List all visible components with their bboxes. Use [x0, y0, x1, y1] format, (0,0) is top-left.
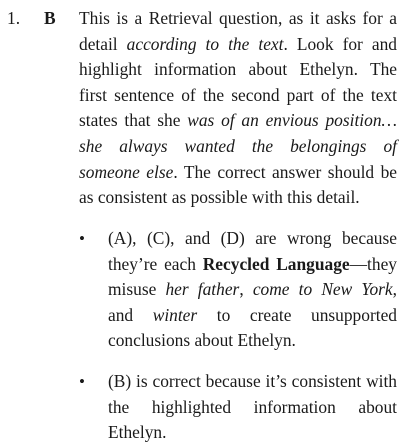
bullet-emphasis: come to New York — [252, 279, 393, 300]
explanation-quote: was of an envious position…she always wanted the belongings of someone else — [79, 110, 397, 182]
bullet-text-part: , — [239, 279, 253, 300]
explanation-text-3: . The correct answer should be as consistent as possible with this detail. — [79, 161, 397, 208]
bullet-icon: • — [79, 372, 85, 391]
bullet-text — [108, 369, 397, 446]
bullet-text-part: (B) is correct because it’s consistent with the highlighted information about Ethelyn. — [108, 371, 397, 443]
bullet-icon: • — [79, 229, 85, 248]
bullet-text-part: —they misuse — [108, 253, 397, 300]
bullet-emphasis: her father — [165, 279, 240, 300]
bullet-strong-term: Recycled Language — [202, 253, 350, 274]
explanation-emphasis-1: according to the text — [126, 33, 284, 54]
explanation-text-1: This is a Retrieval question, as it asks for a detail — [79, 8, 397, 54]
question-number: 1. — [7, 8, 21, 28]
explanation-paragraph — [79, 6, 397, 211]
bullet-text — [108, 226, 397, 354]
bullet-text-part: to create unsupported conclusions about Ethelyn. — [108, 304, 397, 351]
answer-letter: B — [44, 8, 56, 28]
bullet-text-part: , and — [108, 279, 398, 325]
explanation-text-2: . Look for and highlight information about Ethelyn. The first sentence of the second part of the text states that she — [79, 33, 397, 131]
bullet-emphasis: winter — [152, 304, 198, 325]
bullet-text-part: (A), (C), and (D) are wrong because they’re each — [108, 228, 397, 274]
